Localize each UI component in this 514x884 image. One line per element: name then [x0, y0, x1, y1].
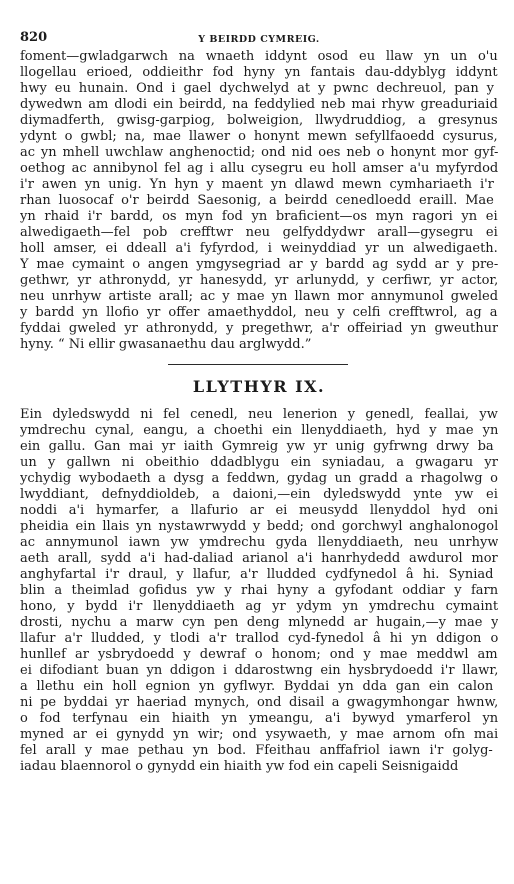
text-line: gethwr, yr athronydd, yr hanesydd, yr arlunydd, y cerfiwr, yr actor,: [20, 273, 498, 288]
text-line: neu unrhyw artiste arall; ac y mae yn llawn mor annymunol gweled: [20, 289, 498, 304]
text-line: hunllef ar ysbrydoedd y dewraf o honom; ond y mae meddwl am: [20, 647, 498, 662]
text-line: hyny. “ Ni ellir gwasanaethu dau arglwydd.”: [20, 337, 312, 352]
text-line: i'r awen yn unig. Yn hyn y maent yn dlawd mewn cymhariaeth i'r: [20, 177, 494, 192]
text-line: hwy eu hunain. Ond i gael dychwelyd at y pwnc dechreuol, pan y: [20, 81, 494, 96]
text-line: ydynt o gwbl; na, mae llawer o honynt mewn sefyllfaoedd cysurus,: [20, 129, 498, 144]
section-heading: LLYTHYR IX.: [192, 377, 326, 396]
text-line: blin a theimlad gofidus yw y rhai hyny a gyfodant oddiar y farn: [20, 583, 498, 598]
text-line: rhan luosocaf o'r beirdd Saesonig, a beirdd cenedloedd eraill. Mae: [20, 193, 494, 208]
text-line: a llethu ein holl egnion yn gyflwyr. Byddai yn dda gan ein calon: [20, 679, 494, 694]
text-line: ein gallu. Gan mai yr iaith Gymreig yw yr unig gyfrwng drwy ba: [20, 439, 494, 454]
paragraph-letter-ix: [20, 407, 498, 775]
page-number: 820: [20, 30, 48, 45]
text-line: iadau blaennorol o gynydd ein hiaith yw fod ein capeli Seisnigaidd: [20, 759, 459, 774]
text-line: ymdrechu cynal, eangu, a choethi ein llenyddiaeth, hyd y mae yn: [20, 423, 498, 438]
text-line: oethog ac annibynol fel ag i allu cysegru eu holl amser a'u myfyrdod: [20, 161, 498, 176]
text-line: holl amser, ei ddeall a'i fyfyrdod, i weinyddiad yr un alwedigaeth.: [20, 241, 498, 256]
text-line: ni pe byddai yr haeriad mynych, ond disail a gwagymhongar hwnw,: [20, 695, 498, 710]
text-line: pheidia ein llais yn nystawrwydd y bedd; ond gorchwyl anghalonogol: [20, 519, 498, 534]
section-divider: [168, 364, 348, 365]
text-line: diymadferth, gwisg-garpiog, bolweigion, llwydruddiog, a gresynus: [20, 113, 498, 128]
text-line: ac annymunol iawn yw ymdrechu gyda llenyddiaeth, neu unrhyw: [20, 535, 498, 550]
text-line: o fod terfynau ein hiaith yn ymeangu, a'i bywyd ymarferol yn: [20, 711, 498, 726]
text-line: aeth arall, sydd a'i had-daliad arianol a'i hanrhydedd awdurol mor: [20, 551, 498, 566]
page-header: [20, 8, 498, 45]
text-line: noddi a'i hymarfer, a llafurio ar ei meusydd llenyddol hyd oni: [20, 503, 498, 518]
running-head: Y BEIRDD CYMREIG.: [198, 34, 320, 45]
text-line: drosti, nychu a marw cyn pen deng mlynedd ar hugain,—y mae y: [20, 615, 498, 630]
text-line: alwedigaeth—fel pob crefftwr neu gelfyddydwr arall—gysegru ei: [20, 225, 498, 240]
text-line: llogellau erioed, oddieithr fod hyny yn fantais dau-ddyblyg iddynt: [20, 65, 498, 80]
text-line: fel arall y mae pethau yn bod. Ffeithau anffafriol iawn i'r golyg-: [20, 743, 493, 758]
text-line: fyddai gweled yr athronydd, y pregethwr, a'r offeiriad yn gweuthur: [20, 321, 498, 336]
text-line: yn rhaid i'r bardd, os myn fod yn braficient—os myn ragori yn ei: [20, 209, 498, 224]
text-line: hono, y bydd i'r llenyddiaeth ag yr ydym yn ymdrechu cymaint: [20, 599, 498, 614]
text-line: ychydig wybodaeth a dysg a feddwn, gydag un gradd a rhagolwg o: [20, 471, 498, 486]
text-line: un y gallwn ni obeithio ddadblygu ein syniadau, a gwagaru yr: [20, 455, 498, 470]
text-line: myned ar ei gynydd yn wir; ond ysywaeth, y mae arnom ofn mai: [20, 727, 498, 742]
text-line: ei difodiant buan yn ddigon i ddarostwng ein hysbrydoedd i'r llawr,: [20, 663, 498, 678]
text-line: llafur a'r lludded, y tlodi a'r trallod cyd-fynedol â hi yn ddigon o: [20, 631, 498, 646]
text-line: Ein dyledswydd ni fel cenedl, neu lenerion y genedl, feallai, yw: [20, 407, 498, 422]
text-line: foment—gwladgarwch na wnaeth iddynt osod eu llaw yn un o'u: [20, 49, 498, 64]
book-page: [20, 8, 498, 878]
text-line: lwyddiant, defnyddioldeb, a daioni,—ein dyledswydd ynte yw ei: [20, 487, 498, 502]
paragraph-continued: [20, 49, 498, 353]
text-line: ac yn mhell uwchlaw anghenoctid; ond nid oes neb o honynt mor gyf-: [20, 145, 498, 160]
text-line: y bardd yn llofio yr offer amaethyddol, neu y celfi crefftwrol, ag a: [20, 305, 498, 320]
text-line: anghyfartal i'r draul, y llafur, a'r lludded cydfynedol â hi. Syniad: [20, 567, 494, 582]
text-line: Y mae cymaint o angen ymgysegriad ar y bardd ag sydd ar y pre-: [20, 257, 498, 272]
text-line: dywedwn am dlodi ein beirdd, na feddylied neb mai rhyw greaduriaid: [20, 97, 498, 112]
